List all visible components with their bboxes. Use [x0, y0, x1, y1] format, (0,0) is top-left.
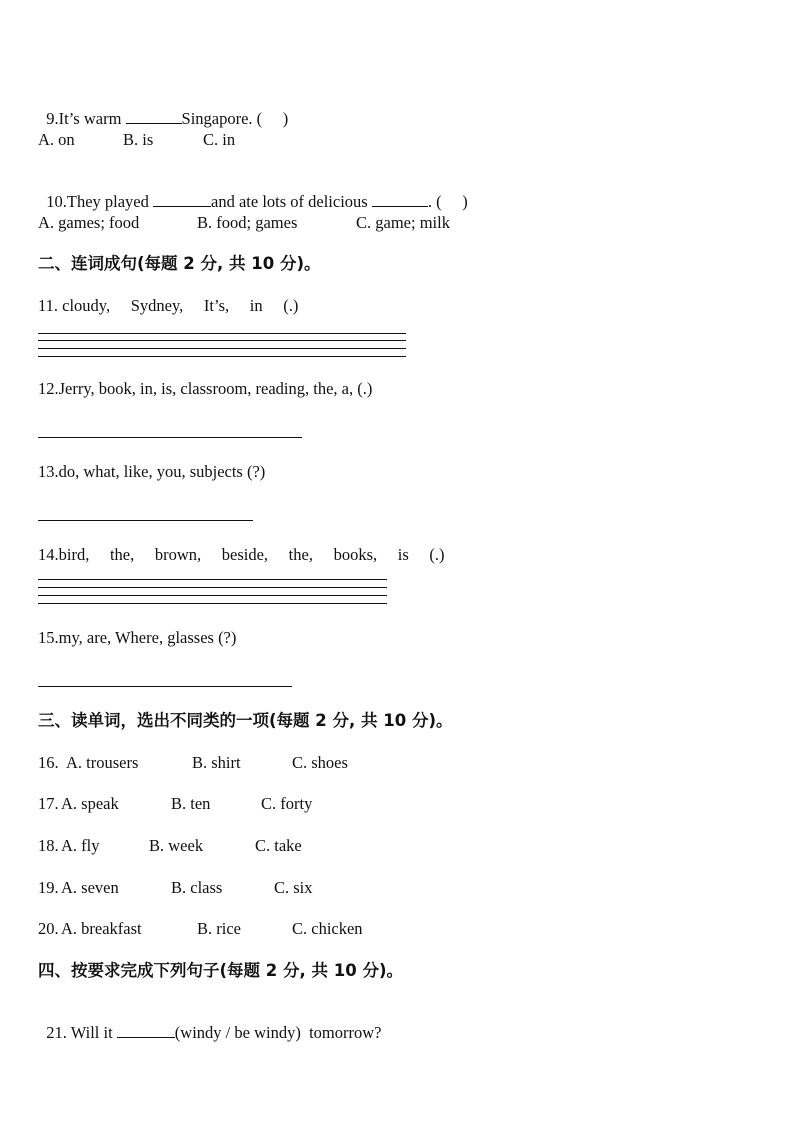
q20-option-b[interactable]: B. rice — [197, 919, 241, 938]
question-10 — [38, 171, 468, 212]
question-13: 13.do, what, like, you, subjects (?) — [38, 462, 266, 481]
q9-text-after: Singapore. ( ) — [181, 109, 289, 128]
q14-answer-line-4[interactable] — [38, 603, 387, 604]
q9-blank[interactable] — [126, 108, 182, 124]
question-11: 11. cloudy, Sydney, It’s, in (.) — [38, 296, 299, 315]
q9-option-a[interactable]: A. on — [38, 130, 75, 149]
q11-answer-line-4[interactable] — [38, 356, 406, 357]
q10-options — [38, 213, 498, 293]
q17-option-c[interactable]: C. forty — [261, 794, 313, 813]
q16-option-b[interactable]: B. shirt — [192, 753, 241, 772]
q16-option-c[interactable]: C. shoes — [292, 753, 348, 772]
question-21 — [38, 1002, 381, 1043]
q19-option-c[interactable]: C. six — [274, 878, 313, 897]
q20-option-c[interactable]: C. chicken — [292, 919, 363, 938]
q11-answer-line-1[interactable] — [38, 333, 406, 334]
q14-answer-line-3[interactable] — [38, 595, 387, 596]
q16-number: 16. — [38, 753, 63, 772]
question-12: 12.Jerry, book, in, is, classroom, reading, the, a, (.) — [38, 379, 373, 398]
q10-text-mid: and ate lots of delicious — [211, 192, 372, 211]
q19-option-b[interactable]: B. class — [171, 878, 223, 897]
q18-option-c[interactable]: C. take — [255, 836, 302, 855]
section-4-heading: 四、按要求完成下列句子(每题 2 分, 共 10 分)。 — [38, 961, 404, 980]
section-2-heading: 二、连词成句(每题 2 分, 共 10 分)。 — [38, 254, 321, 273]
q10-option-a[interactable]: A. games; food — [38, 213, 140, 232]
q16-option-a[interactable]: A. trousers — [66, 753, 139, 772]
q17-number: 17. — [38, 794, 59, 813]
q11-answer-line-3[interactable] — [38, 348, 406, 349]
q12-answer-line[interactable] — [38, 437, 302, 438]
q21-text-after: (windy / be windy) tomorrow? — [174, 1023, 382, 1042]
q9-text-before: 9.It’s warm — [46, 109, 126, 128]
q9-option-c[interactable]: C. in — [203, 130, 236, 149]
q18-option-a[interactable]: A. fly — [61, 836, 100, 855]
q9-option-b[interactable]: B. is — [123, 130, 154, 149]
q21-blank[interactable] — [117, 1022, 175, 1038]
q14-answer-line-2[interactable] — [38, 587, 387, 588]
question-9 — [38, 88, 288, 129]
q20-option-a[interactable]: A. breakfast — [61, 919, 142, 938]
q14-answer-line-1[interactable] — [38, 579, 387, 580]
q15-answer-line[interactable] — [38, 686, 292, 687]
q17-option-a[interactable]: A. speak — [61, 794, 119, 813]
question-15: 15.my, are, Where, glasses (?) — [38, 628, 237, 647]
q20-number: 20. — [38, 919, 59, 938]
q10-blank-2[interactable] — [372, 191, 428, 207]
question-14: 14.bird, the, brown, beside, the, books, is (.) — [38, 545, 445, 564]
q19-number: 19. — [38, 878, 59, 897]
q10-option-c[interactable]: C. game; milk — [356, 213, 450, 232]
q11-answer-line-2[interactable] — [38, 340, 406, 341]
q21-text-before: 21. Will it — [46, 1023, 117, 1042]
q10-option-b[interactable]: B. food; games — [197, 213, 298, 232]
q18-number: 18. — [38, 836, 59, 855]
q19-option-a[interactable]: A. seven — [61, 878, 119, 897]
q10-blank-1[interactable] — [153, 191, 211, 207]
q10-text-after: . ( ) — [427, 192, 468, 211]
q18-option-b[interactable]: B. week — [149, 836, 204, 855]
q13-answer-line[interactable] — [38, 520, 253, 521]
q10-text-before: 10.They played — [46, 192, 154, 211]
section-3-heading: 三、读单词，选出不同类的一项(每题 2 分, 共 10 分)。 — [38, 711, 453, 730]
q17-option-b[interactable]: B. ten — [171, 794, 211, 813]
